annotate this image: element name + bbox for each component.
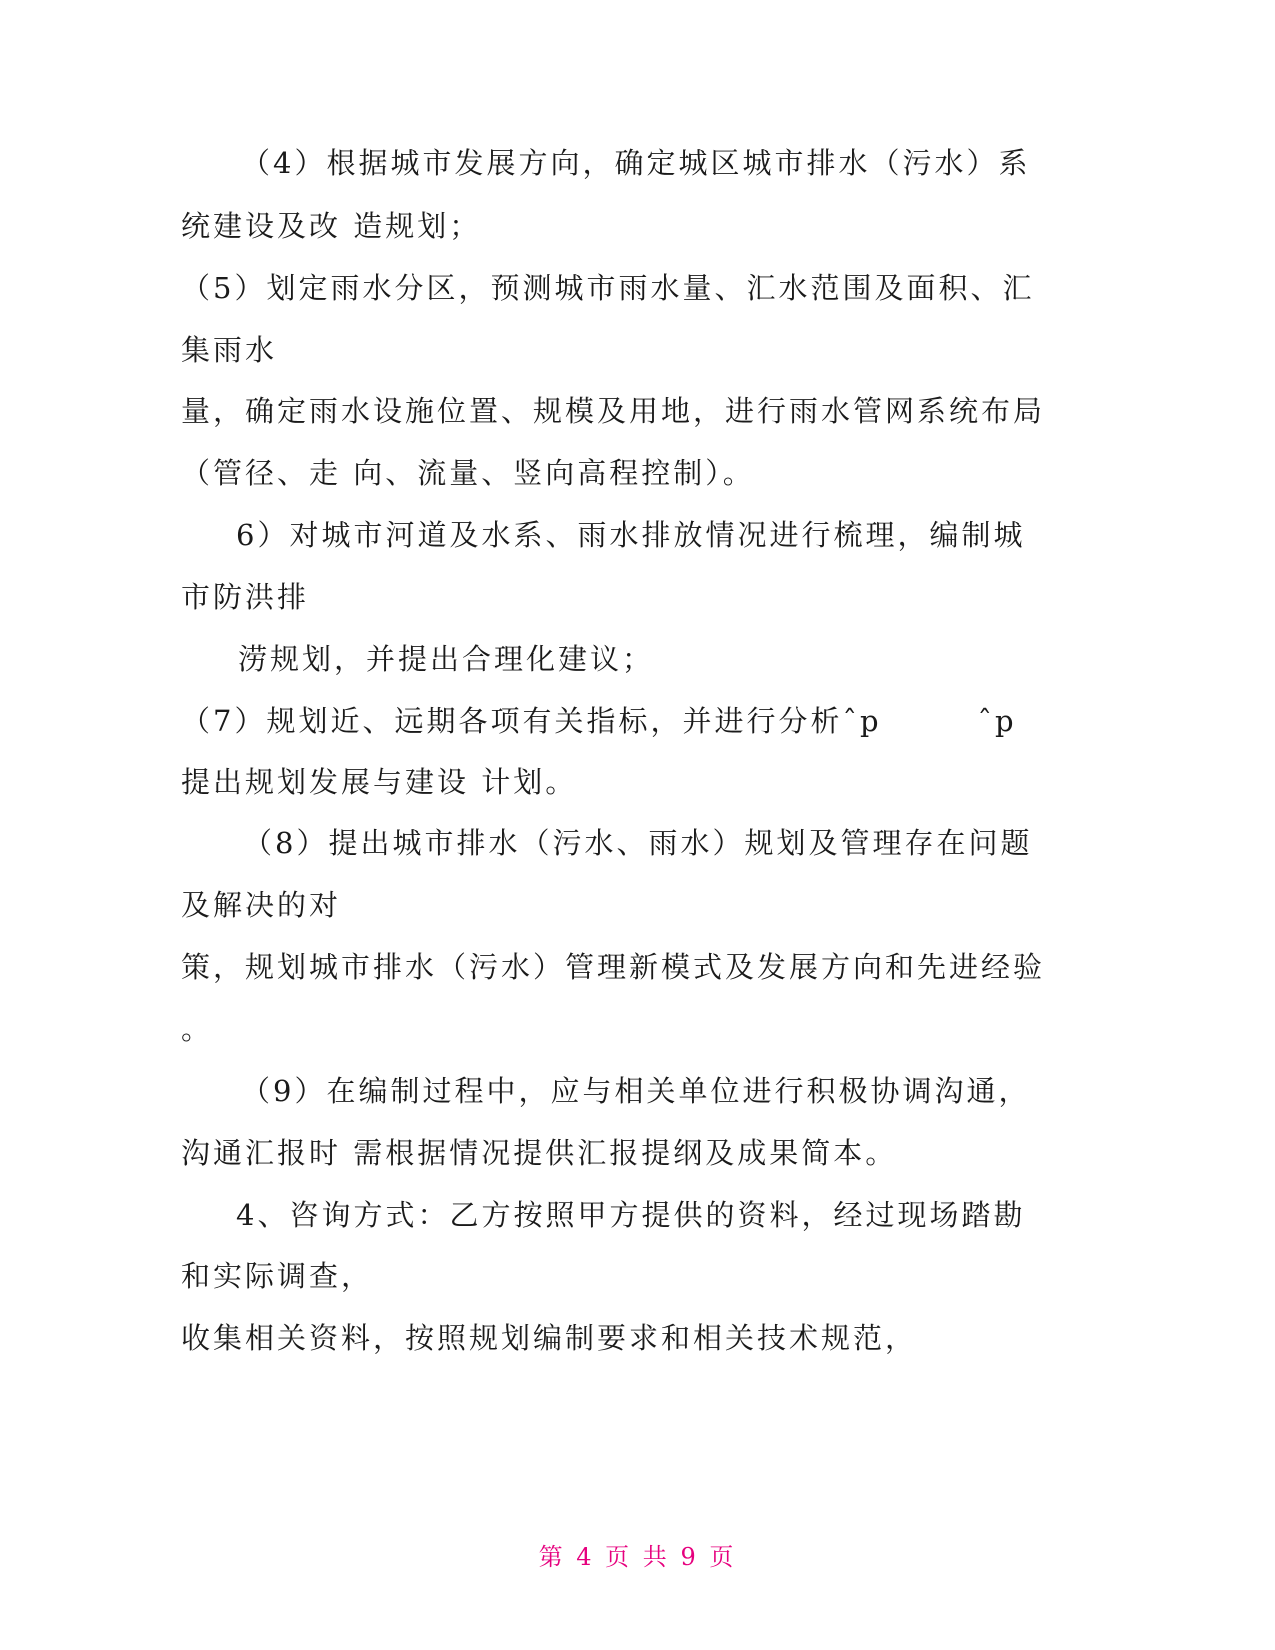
text-line: （5）划定雨水分区，预测城市雨水量、汇水范围及面积、汇 (181, 271, 1035, 305)
text-line: 量，确定雨水设施位置、规模及用地，进行雨水管网系统布局 (181, 394, 1046, 428)
text-line: 集雨水 (181, 333, 278, 367)
text-line: 4、咨询方式：乙方按照甲方提供的资料，经过现场踏勘 (236, 1198, 1026, 1232)
text-line: 沟通汇报时 需根据情况提供汇报提纲及成果简本。 (181, 1136, 898, 1170)
text-line: 收集相关资料，按照规划编制要求和相关技术规范， (181, 1321, 918, 1355)
text-line: 和实际调查， (181, 1259, 374, 1293)
text-line: 市防洪排 (181, 580, 310, 614)
text-line: 策，规划城市排水（污水）管理新模式及发展方向和先进经验 (181, 950, 1046, 984)
text-line: 统建设及改 造规划； (181, 209, 482, 243)
page-number-footer: 第 4 页 共 9 页 (538, 1543, 737, 1571)
text-line: 涝规划，并提出合理化建议； (238, 642, 655, 676)
text-line: 。 (181, 1012, 214, 1046)
text-line: （管径、走 向、流量、竖向高程控制）。 (181, 456, 755, 490)
text-line: （9）在编制过程中，应与相关单位进行积极协调沟通， (241, 1074, 1031, 1108)
text-line: （7）规划近、远期各项有关指标，并进行分析ˆp ˆp (181, 704, 1017, 738)
text-line: （4）根据城市发展方向，确定城区城市排水（污水）系 (241, 146, 1031, 180)
text-line: 6）对城市河道及水系、雨水排放情况进行梳理，编制城 (236, 518, 1026, 552)
text-line: 提出规划发展与建设 计划。 (181, 765, 578, 799)
text-line: 及解决的对 (181, 888, 342, 922)
text-line: （8）提出城市排水（污水、雨水）规划及管理存在问题 (243, 826, 1033, 860)
